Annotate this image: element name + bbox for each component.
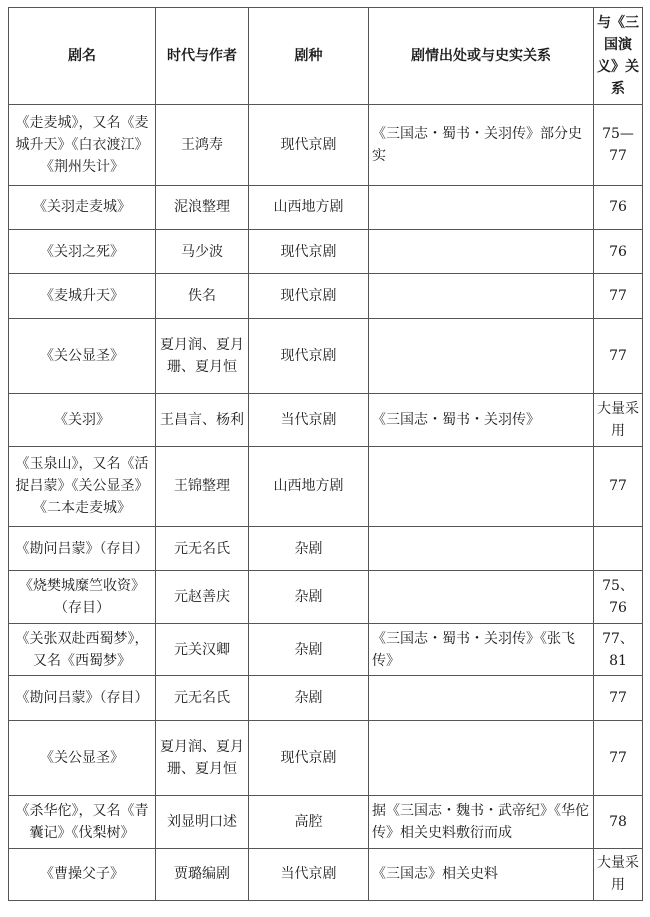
cell-source — [369, 446, 594, 527]
cell-name: 《关羽走麦城》 — [9, 185, 156, 229]
cell-source — [369, 571, 594, 623]
cell-era-author: 元赵善庆 — [156, 571, 249, 623]
header-source: 剧情出处或与史实关系 — [369, 8, 594, 105]
cell-name: 《关羽》 — [9, 394, 156, 446]
cell-era-author: 王锦整理 — [156, 446, 249, 527]
cell-name: 《关羽之死》 — [9, 229, 156, 273]
cell-relation: 75—77 — [594, 105, 643, 186]
table-row — [9, 796, 643, 848]
table-row — [9, 720, 643, 796]
header-era-author: 时代与作者 — [156, 8, 249, 105]
cell-source: 《三国志・蜀书・关羽传》部分史实 — [369, 105, 594, 186]
cell-source: 《三国志・蜀书・关羽传》《张飞传》 — [369, 623, 594, 675]
cell-relation: 78 — [594, 796, 643, 848]
cell-source: 据《三国志・魏书・武帝纪》《华佗传》相关史料敷衍而成 — [369, 796, 594, 848]
cell-genre: 现代京剧 — [249, 105, 369, 186]
cell-relation: 77 — [594, 274, 643, 318]
cell-era-author: 佚名 — [156, 274, 249, 318]
header-name: 剧名 — [9, 8, 156, 105]
table-row — [9, 394, 643, 446]
header-row — [9, 8, 643, 105]
cell-genre: 杂剧 — [249, 623, 369, 675]
cell-source: 《三国志》相关史料 — [369, 848, 594, 900]
cell-genre: 现代京剧 — [249, 229, 369, 273]
table-row — [9, 229, 643, 273]
cell-genre: 山西地方剧 — [249, 446, 369, 527]
cell-relation: 76 — [594, 185, 643, 229]
cell-era-author: 刘显明口述 — [156, 796, 249, 848]
cell-relation: 77 — [594, 720, 643, 796]
cell-source: 《三国志・蜀书・关羽传》 — [369, 394, 594, 446]
cell-source — [369, 229, 594, 273]
table-row — [9, 446, 643, 527]
cell-name: 《麦城升天》 — [9, 274, 156, 318]
table-row — [9, 185, 643, 229]
cell-era-author: 夏月润、夏月珊、夏月恒 — [156, 720, 249, 796]
cell-relation: 77 — [594, 676, 643, 720]
cell-genre: 现代京剧 — [249, 274, 369, 318]
cell-name: 《杀华佗》，又名《青囊记》《伐梨树》 — [9, 796, 156, 848]
cell-genre: 现代京剧 — [249, 318, 369, 394]
header-relation: 与《三国演义》关系 — [594, 8, 643, 105]
cell-name: 《勘问吕蒙》（存目） — [9, 527, 156, 571]
cell-source — [369, 527, 594, 571]
table-row — [9, 571, 643, 623]
cell-era-author: 元关汉卿 — [156, 623, 249, 675]
cell-source — [369, 274, 594, 318]
cell-genre: 现代京剧 — [249, 720, 369, 796]
cell-genre: 山西地方剧 — [249, 185, 369, 229]
cell-name: 《关公显圣》 — [9, 720, 156, 796]
table-row — [9, 676, 643, 720]
cell-genre: 高腔 — [249, 796, 369, 848]
table-row — [9, 527, 643, 571]
cell-era-author: 贾璐编剧 — [156, 848, 249, 900]
cell-era-author: 元无名氏 — [156, 676, 249, 720]
cell-source — [369, 318, 594, 394]
cell-era-author: 泥浪整理 — [156, 185, 249, 229]
cell-genre: 杂剧 — [249, 571, 369, 623]
cell-era-author: 夏月润、夏月珊、夏月恒 — [156, 318, 249, 394]
cell-relation: 77、81 — [594, 623, 643, 675]
cell-source — [369, 185, 594, 229]
cell-name: 《玉泉山》，又名《活捉吕蒙》《关公显圣》《二本走麦城》 — [9, 446, 156, 527]
cell-genre: 当代京剧 — [249, 394, 369, 446]
cell-name: 《曹操父子》 — [9, 848, 156, 900]
table-row — [9, 848, 643, 900]
cell-genre: 当代京剧 — [249, 848, 369, 900]
cell-source — [369, 720, 594, 796]
cell-relation: 大量采用 — [594, 848, 643, 900]
table-row — [9, 318, 643, 394]
cell-name: 《走麦城》，又名《麦城升天》《白衣渡江》《荆州失计》 — [9, 105, 156, 186]
cell-name: 《勘问吕蒙》（存目） — [9, 676, 156, 720]
cell-era-author: 王鸿寿 — [156, 105, 249, 186]
cell-relation: 77 — [594, 318, 643, 394]
cell-name: 《烧樊城糜竺收资》（存目） — [9, 571, 156, 623]
table-row — [9, 623, 643, 675]
header-genre: 剧种 — [249, 8, 369, 105]
cell-genre: 杂剧 — [249, 676, 369, 720]
cell-era-author: 马少波 — [156, 229, 249, 273]
cell-era-author: 元无名氏 — [156, 527, 249, 571]
cell-era-author: 王昌言、杨利 — [156, 394, 249, 446]
cell-relation: 77 — [594, 446, 643, 527]
cell-genre: 杂剧 — [249, 527, 369, 571]
cell-source — [369, 676, 594, 720]
opera-table — [8, 7, 643, 901]
cell-relation: 75、76 — [594, 571, 643, 623]
cell-relation: 76 — [594, 229, 643, 273]
cell-name: 《关公显圣》 — [9, 318, 156, 394]
cell-relation: 大量采用 — [594, 394, 643, 446]
cell-name: 《关张双赴西蜀梦》，又名《西蜀梦》 — [9, 623, 156, 675]
table-row — [9, 274, 643, 318]
table-row — [9, 105, 643, 186]
cell-relation — [594, 527, 643, 571]
